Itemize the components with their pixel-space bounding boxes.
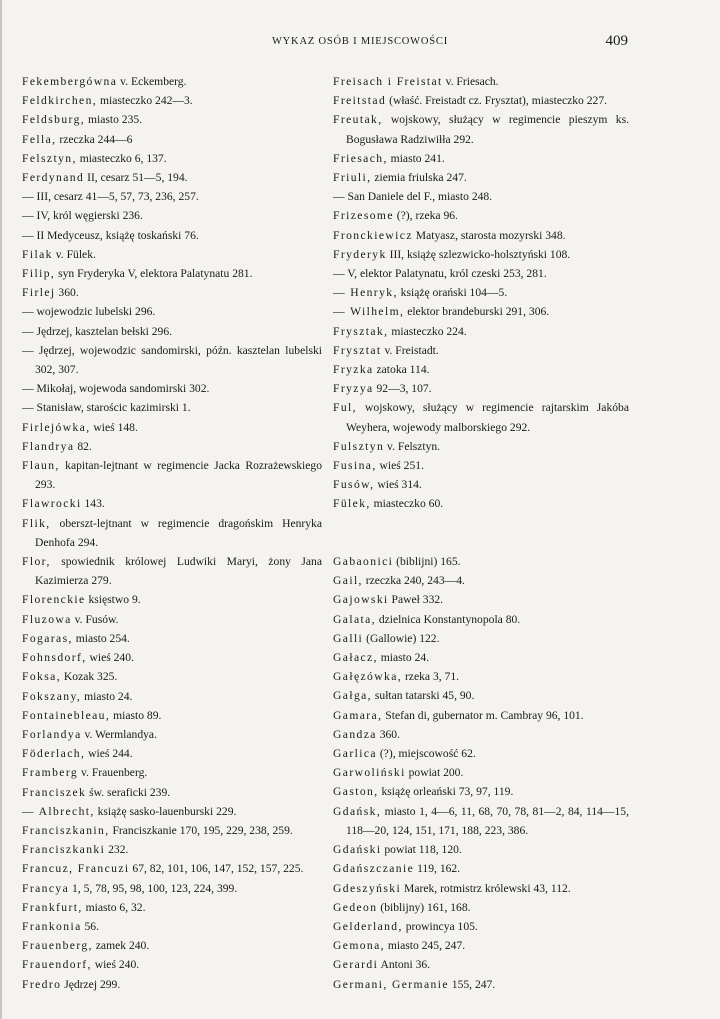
entry-details: miasto 89. <box>110 708 162 722</box>
index-entry <box>333 302 629 321</box>
page-header <box>0 33 720 56</box>
entry-details: rzeka 3, 71. <box>402 670 460 684</box>
index-entry <box>22 610 322 629</box>
entry-heading: Fredro <box>22 977 62 991</box>
entry-details: v. Freistadt. <box>381 343 439 357</box>
index-entry <box>22 744 322 763</box>
index-entry <box>22 917 322 936</box>
entry-details: (biblijni) 165. <box>393 555 461 569</box>
entry-details: II, cesarz 51—5, 194. <box>84 171 188 185</box>
entry-details: książę orleański 73, 97, 119. <box>378 785 514 799</box>
index-entry <box>333 955 629 974</box>
index-entry <box>22 648 322 667</box>
index-entry <box>333 245 629 264</box>
index-entry <box>333 187 629 206</box>
entry-heading: Flawrocki <box>22 497 82 511</box>
index-entry <box>22 859 322 878</box>
entry-heading: Francuz, Francuzi <box>22 862 130 876</box>
entry-details: rzeczka 240, 243—4. <box>362 574 465 588</box>
entry-heading: Gajowski <box>333 593 389 607</box>
index-entry <box>22 72 322 91</box>
entry-details: wieś 240. <box>91 958 140 972</box>
running-title: WYKAZ OSÓB I MIEJSCOWOŚCI <box>271 36 449 47</box>
index-section-g <box>333 552 629 994</box>
index-entry <box>22 840 322 859</box>
index-entry <box>22 763 322 782</box>
index-entry <box>333 264 629 283</box>
entry-heading: Fekembergówna <box>22 75 118 88</box>
entry-heading: Fryderyk <box>333 247 387 261</box>
entry-details: (?), miejscowość 62. <box>376 747 476 761</box>
entry-details: miasto 1, 4—6, 11, 68, 70, 78, 81—2, 84, 114—15, 118—20, 124, 151, 171, 188, 223, 386. <box>346 804 629 837</box>
entry-details: zatoka 114. <box>373 363 430 377</box>
index-entry <box>333 629 629 648</box>
index-entry <box>22 322 322 341</box>
entry-heading: Freisach i Freistat <box>333 75 443 88</box>
entry-details: v. Felsztyn. <box>384 439 441 453</box>
index-entry <box>333 763 629 782</box>
entry-heading: Filip, <box>22 267 56 281</box>
index-entry <box>333 91 629 110</box>
index-entry <box>333 782 629 801</box>
entry-details: 56. <box>81 919 99 933</box>
index-entry <box>333 226 629 245</box>
entry-details: syn Fryderyka V, elektora Palatynatu 281. <box>55 267 253 281</box>
index-entry <box>333 936 629 955</box>
entry-heading: Gamara, <box>333 708 383 722</box>
entry-heading: Forlandya <box>22 727 82 741</box>
entry-heading: Franciszek <box>22 785 87 799</box>
index-entry <box>333 360 629 379</box>
entry-heading: Framberg <box>22 766 79 780</box>
index-entry <box>22 590 322 609</box>
entry-heading: Frauendorf, <box>22 958 92 972</box>
entry-details: Jędrzej 299. <box>61 977 121 991</box>
entry-heading: Freutak, <box>333 113 383 127</box>
entry-details: Paweł 332. <box>388 593 444 607</box>
page-number: 409 <box>605 33 628 49</box>
index-entry <box>333 917 629 936</box>
entry-heading: Gałęzówka, <box>333 670 403 684</box>
entry-heading: Gaston, <box>333 785 379 799</box>
index-entry <box>22 398 322 417</box>
entry-heading: Franciszkanin, <box>22 823 110 837</box>
index-entry <box>22 187 322 206</box>
entry-heading: Gałga, <box>333 689 372 703</box>
index-entry <box>22 706 322 725</box>
entry-details: v. Wermlandya. <box>81 727 157 741</box>
index-entry <box>22 91 322 110</box>
index-entry <box>22 130 322 149</box>
entry-details: v. Fülek. <box>52 247 96 261</box>
entry-details: — III, cesarz 41—5, 57, 73, 236, 257. <box>22 190 199 204</box>
entry-heading: Filak <box>22 247 53 261</box>
entry-details: wieś 244. <box>85 747 133 761</box>
index-entry <box>22 975 322 994</box>
index-entry <box>22 149 322 168</box>
entry-details: III, książę szlezwicko-holsztyński 108. <box>386 247 571 261</box>
entry-heading: Gedeon <box>333 900 378 914</box>
index-entry <box>22 226 322 245</box>
index-entry <box>22 283 322 302</box>
entry-details: dzielnica Konstantynopola 80. <box>375 612 521 626</box>
index-entry <box>22 514 322 552</box>
entry-details: powiat 200. <box>405 766 464 780</box>
entry-heading: Friesach, <box>333 151 388 165</box>
entry-heading: Frauenberg, <box>22 939 93 953</box>
entry-details: (właść. Freistadt cz. Frysztat), miasteczko 227. <box>386 94 608 108</box>
index-entry <box>22 206 322 225</box>
entry-heading: Feldkirchen, <box>22 94 98 108</box>
index-entry <box>22 667 322 686</box>
entry-details: 232. <box>105 843 129 857</box>
index-entry <box>22 936 322 955</box>
entry-heading: Flik, <box>22 516 51 530</box>
entry-details: miasto 235. <box>85 113 143 127</box>
entry-heading: — Albrecht, <box>22 804 95 818</box>
index-entry <box>22 955 322 974</box>
entry-heading: Gdański <box>333 843 382 857</box>
index-entry <box>22 456 322 494</box>
section-gap <box>333 514 629 533</box>
entry-details: Stefan di, gubernator m. Cambray 96, 101. <box>382 708 584 722</box>
entry-heading: Gdeszyński <box>333 881 402 895</box>
entry-heading: Ferdynand <box>22 171 85 185</box>
entry-heading: Frizesome <box>333 209 394 223</box>
entry-heading: Fogaras, <box>22 631 73 645</box>
entry-heading: Flor, <box>22 555 51 569</box>
index-entry <box>333 898 629 917</box>
index-entry <box>333 206 629 225</box>
index-entry <box>333 667 629 686</box>
entry-details: Franciszkanie 170, 195, 229, 238, 259. <box>109 823 293 837</box>
entry-details: wieś 240. <box>86 651 134 665</box>
entry-details: v. Fusów. <box>71 612 119 626</box>
entry-details: v. Friesach. <box>442 75 499 88</box>
entry-heading: Gabaonici <box>333 555 394 569</box>
index-entry <box>22 687 322 706</box>
entry-details: wojskowy, służący w regimencie pieszym ks. Bogusława Radziwiłła 292. <box>346 113 629 146</box>
entry-heading: Galli <box>333 631 364 645</box>
entry-heading: Frankonia <box>22 919 82 933</box>
page-edge <box>0 0 2 1019</box>
index-entry <box>333 879 629 898</box>
entry-heading: Frysztat <box>333 343 382 357</box>
entry-details: — Jędrzej, kasztelan bełski 296. <box>22 324 173 338</box>
entry-details: miasto 254. <box>72 631 130 645</box>
entry-details: elektor brandeburski 291, 306. <box>404 305 550 319</box>
entry-heading: Fulsztyn <box>333 439 385 453</box>
index-entry <box>22 629 322 648</box>
index-entry <box>22 302 322 321</box>
index-entry <box>333 975 629 994</box>
entry-details: miasteczko 6, 137. <box>76 151 167 165</box>
entry-heading: Fülek, <box>333 497 371 511</box>
entry-details: Antoni 36. <box>378 958 431 972</box>
index-entry <box>333 494 629 513</box>
entry-heading: Feldsburg, <box>22 113 86 127</box>
index-entry <box>22 168 322 187</box>
entry-heading: Fokszany, <box>22 689 82 703</box>
index-entry <box>333 840 629 859</box>
entry-details: 67, 82, 101, 106, 147, 152, 157, 225. <box>129 862 304 876</box>
entry-details: 1, 5, 78, 95, 98, 100, 123, 224, 399. <box>69 881 238 895</box>
entry-details: v. Frauenberg. <box>78 766 148 780</box>
entry-details: sułtan tatarski 45, 90. <box>371 689 475 703</box>
entry-details: miasto 241. <box>387 151 445 165</box>
index-entry <box>22 552 322 590</box>
entry-details: (Gallowie) 122. <box>363 631 440 645</box>
entry-heading: Firlejówka, <box>22 420 91 434</box>
index-entry <box>333 744 629 763</box>
entry-heading: Frankfurt, <box>22 900 83 914</box>
entry-heading: Florenckie <box>22 593 86 607</box>
entry-details: wieś 148. <box>90 420 138 434</box>
entry-heading: Gelderland, <box>333 919 403 933</box>
entry-heading: Fryzka <box>333 363 374 377</box>
index-entry <box>333 398 629 436</box>
index-entry <box>22 879 322 898</box>
index-entry <box>333 706 629 725</box>
entry-heading: Gdańszczanie <box>333 862 415 876</box>
index-entry <box>22 821 322 840</box>
index-entry <box>333 571 629 590</box>
entry-details: (?), rzeka 96. <box>393 209 458 223</box>
entry-heading: Germani, Germanie <box>333 977 449 991</box>
entry-details: — Stanisław, starościc kazimirski 1. <box>22 401 191 415</box>
entry-details: Marek, rotmistrz królewski 43, 112. <box>401 881 571 895</box>
index-entry <box>333 552 629 571</box>
index-entry <box>22 418 322 437</box>
entry-details: książę sasko-lauenburski 229. <box>94 804 237 818</box>
entry-heading: Gałacz, <box>333 651 378 665</box>
entry-details: oberszt-lejtnant w regimencie dragońskim Henryka Denhofa 294. <box>35 516 322 549</box>
index-entry <box>22 802 322 821</box>
entry-details: miasteczko 224. <box>388 324 467 338</box>
section-gap <box>333 533 629 552</box>
entry-details: — V, elektor Palatynatu, król czeski 253, 281. <box>333 267 547 281</box>
entry-details: Matyasz, starosta mozyrski 348. <box>412 228 566 242</box>
entry-heading: — Wilhelm, <box>333 305 405 319</box>
entry-details: — wojewodzic lubelski 296. <box>22 305 156 319</box>
entry-heading: Gerardi <box>333 958 379 972</box>
index-entry <box>333 149 629 168</box>
entry-details: 360. <box>376 727 400 741</box>
index-entry <box>333 379 629 398</box>
entry-details: powiat 118, 120. <box>381 843 462 857</box>
index-entry <box>333 475 629 494</box>
index-entry <box>22 783 322 802</box>
entry-details: — IV, król węgierski 236. <box>22 209 143 223</box>
index-entry <box>333 110 629 148</box>
entry-details: — San Daniele del F., miasto 248. <box>333 190 493 204</box>
entry-heading: Fontainebleau, <box>22 708 111 722</box>
entry-heading: Friuli, <box>333 171 372 185</box>
entry-details: wieś 314. <box>374 478 422 492</box>
entry-details: miasteczko 242—3. <box>97 94 193 108</box>
entry-heading: Fusów, <box>333 478 375 492</box>
entry-heading: Foksa, <box>22 670 61 684</box>
entry-heading: Felsztyn, <box>22 151 77 165</box>
entry-details: — Jędrzej, wojewodzic sandomirski, późn. kasztelan lubelski 302, 307. <box>22 343 322 377</box>
entry-heading: Garwoliński <box>333 766 406 780</box>
entry-details: spowiednik królowej Ludwiki Maryi, żony Jana Kazimierza 279. <box>35 555 322 588</box>
index-entry <box>333 283 629 302</box>
entry-heading: Garlica <box>333 747 377 761</box>
entry-heading: Flandrya <box>22 439 75 453</box>
entry-heading: Fryzya <box>333 382 374 396</box>
entry-heading: Firlej <box>22 286 56 300</box>
index-entry <box>333 802 629 840</box>
entry-details: prowincya 105. <box>402 919 478 933</box>
index-entry <box>333 437 629 456</box>
index-entry <box>333 168 629 187</box>
entry-details: książę orański 104—5. <box>397 286 508 300</box>
entry-details: św. seraficki 239. <box>86 785 171 799</box>
entry-heading: Fluzowa <box>22 612 72 626</box>
entry-details: wieś 251. <box>376 459 424 473</box>
entry-heading: Flaun, <box>22 459 60 473</box>
entry-details: miasto 24. <box>81 689 133 703</box>
entry-heading: Galata, <box>333 612 376 626</box>
entry-heading: — Henryk, <box>333 286 398 300</box>
index-entry <box>333 322 629 341</box>
index-entry <box>22 341 322 379</box>
entry-heading: Fusina, <box>333 459 377 473</box>
index-entry <box>333 725 629 744</box>
index-entry <box>22 898 322 917</box>
entry-heading: Franciszkanki <box>22 843 106 857</box>
entry-details: — Mikołaj, wojewoda sandomirski 302. <box>22 382 210 396</box>
index-entry <box>333 590 629 609</box>
index-entry <box>22 110 322 129</box>
index-entry <box>333 72 629 91</box>
entry-details: ziemia friulska 247. <box>371 171 467 185</box>
index-entry <box>22 264 322 283</box>
entry-heading: Freitstad <box>333 94 387 108</box>
entry-heading: Gdańsk, <box>333 804 382 818</box>
entry-details: wojskowy, służący w regimencie rajtarskim Jakóba Weyhera, wojewody malborskiego 292. <box>346 401 629 434</box>
entry-details: 360. <box>55 286 79 300</box>
index-entry <box>333 859 629 878</box>
entry-details: kapitan-lejtnant w regimencie Jacka Rozrażewskiego 293. <box>35 459 322 492</box>
entry-details: 143. <box>81 497 105 511</box>
entry-heading: Föderlach, <box>22 747 86 761</box>
entry-heading: Frysztak, <box>333 324 389 338</box>
entry-heading: Gemona, <box>333 939 385 953</box>
entry-details: miasto 245, 247. <box>384 939 466 953</box>
entry-details: v. Eckemberg. <box>117 75 187 88</box>
entry-heading: Fohnsdorf, <box>22 651 87 665</box>
entry-heading: Gandza <box>333 727 377 741</box>
index-section-f <box>333 72 629 514</box>
index-entry <box>22 379 322 398</box>
entry-details: — II Medyceusz, książę toskański 76. <box>22 228 199 242</box>
entry-details: 119, 162. <box>414 862 461 876</box>
index-entry <box>333 456 629 475</box>
index-entry <box>22 494 322 513</box>
index-entry <box>333 648 629 667</box>
entry-details: rzeczka 244—6 <box>56 132 133 146</box>
index-entry <box>22 245 322 264</box>
entry-heading: Francya <box>22 881 70 895</box>
entry-heading: Gail, <box>333 574 363 588</box>
entry-details: Kozak 325. <box>61 670 118 684</box>
entry-details: 92—3, 107. <box>373 382 432 396</box>
entry-details: miasteczko 60. <box>370 497 444 511</box>
entry-heading: Ful, <box>333 401 357 415</box>
index-entry <box>22 725 322 744</box>
index-entry <box>333 341 629 360</box>
index-column-left <box>22 72 322 994</box>
entry-details: miasto 24. <box>377 651 430 665</box>
entry-details: zamek 240. <box>92 939 150 953</box>
entry-heading: Fella, <box>22 132 57 146</box>
entry-details: księstwo 9. <box>85 593 141 607</box>
index-column-right <box>333 72 629 994</box>
index-entry <box>333 686 629 705</box>
entry-details: (biblijny) 161, 168. <box>377 900 471 914</box>
index-entry <box>22 437 322 456</box>
entry-details: 155, 247. <box>448 977 496 991</box>
entry-details: miasto 6, 32. <box>82 900 146 914</box>
entry-heading: Fronckiewicz <box>333 228 413 242</box>
entry-details: 82. <box>74 439 92 453</box>
index-entry <box>333 610 629 629</box>
